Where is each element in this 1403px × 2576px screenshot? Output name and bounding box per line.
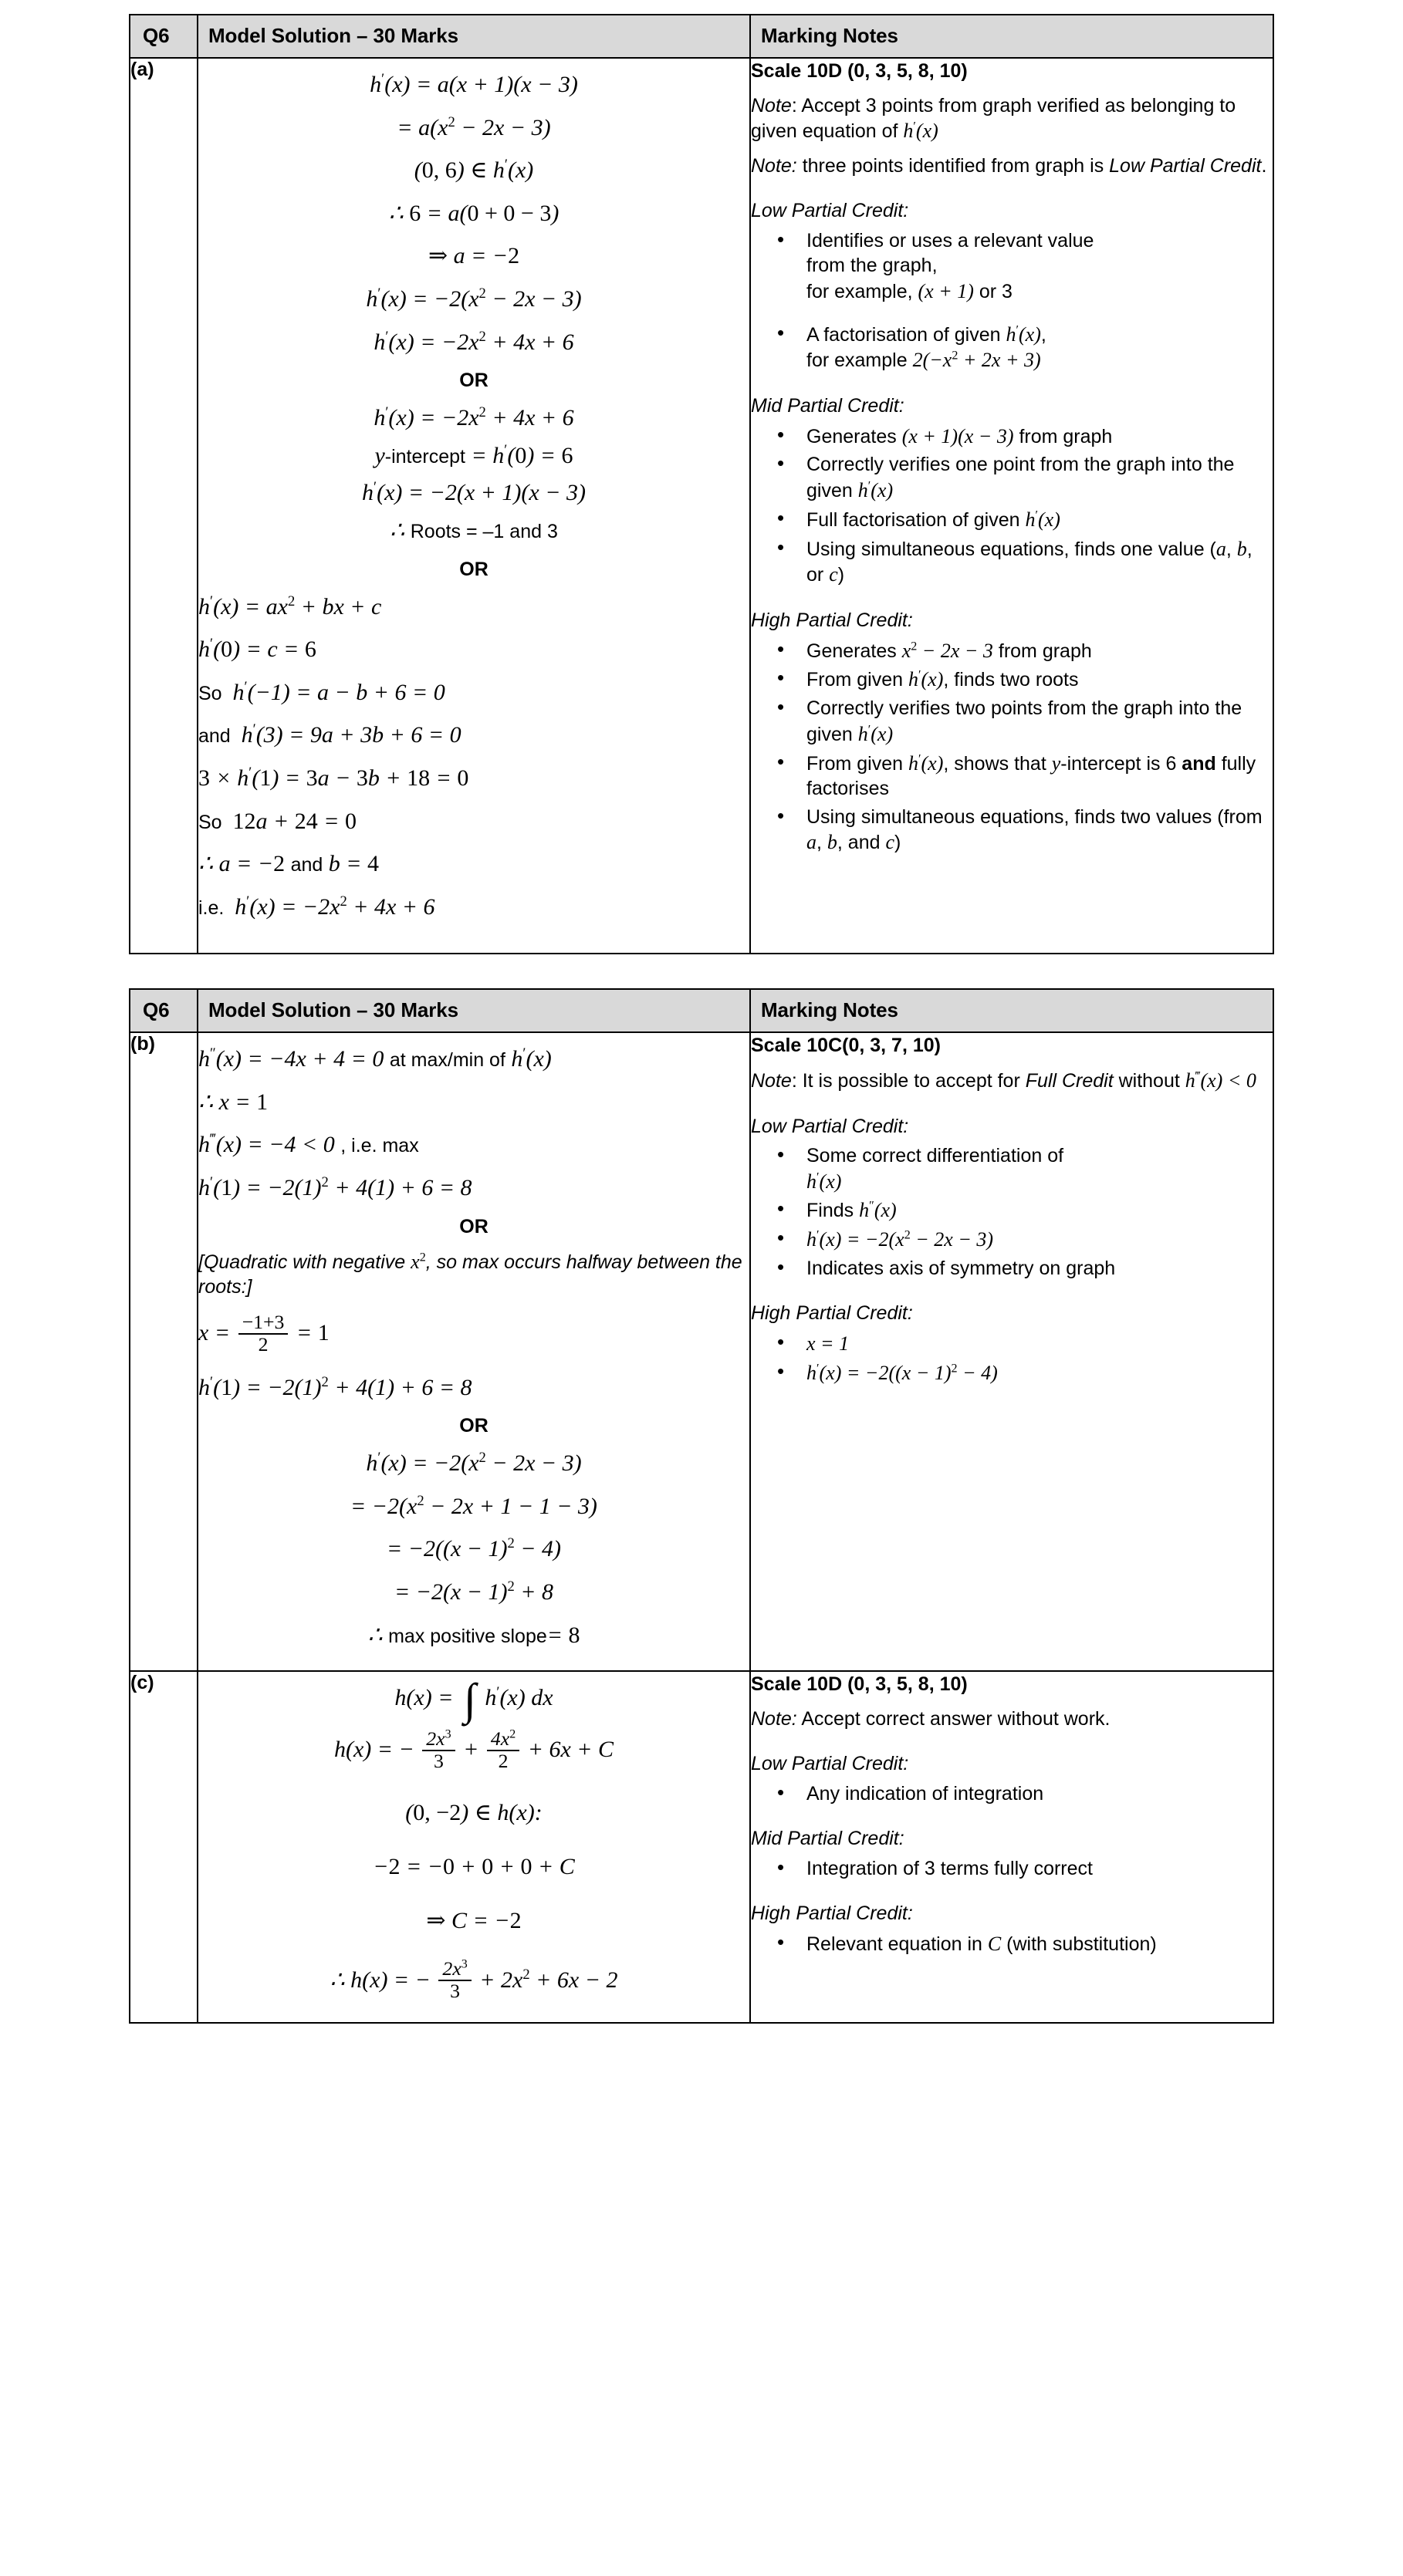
equation-line: (0, 6) ∈ h′(x)	[414, 157, 534, 184]
bracket-note: [Quadratic with negative $x^2$, so max occurs halfway between the roots:]	[198, 1250, 742, 1298]
column-header-model-solution: Model Solution – 30 Marks	[198, 989, 750, 1032]
list-item: • Integration of 3 terms fully correct	[751, 1856, 1273, 1882]
equation-line: h(x) = ∫ h′(x) dx	[394, 1673, 553, 1724]
equation-line: = $-2(x^2 - 2x + 1 - 1 - 3)$	[350, 1492, 597, 1519]
or-separator: OR	[459, 1415, 489, 1437]
solution-cell-b	[198, 1032, 750, 1671]
marking-notes-cell-a	[750, 58, 1273, 954]
or-separator: OR	[459, 558, 489, 580]
equation-line: $h'(1) = -2(1)^2 + 4(1) + 6 = 8$	[198, 1373, 472, 1400]
equation-line: −2 = −0 + 0 + 0 + C	[373, 1854, 575, 1880]
list-item: • $h'(x) = -2(x^2 - 2x - 3)$	[751, 1227, 1273, 1253]
equation-line: ∴ a = −2 and b = 4	[198, 851, 380, 877]
equation-line: y-intercept = h′(0) = 6	[374, 441, 573, 468]
mid-partial-credit-list	[751, 424, 1273, 588]
part-label-c: (c)	[130, 1671, 198, 2023]
list-item: • From given h′(x), finds two roots	[751, 667, 1273, 693]
list-item: • Generates (x + 1)(x − 3) from graph	[751, 424, 1273, 450]
table-header-row	[130, 15, 1273, 58]
equation-line: 3 × h′(1) = 3a − 3b + 18 = 0	[198, 764, 469, 791]
list-item: • Generates $x^2 - 2x - 3$ from graph	[751, 638, 1273, 664]
list-item: • Any indication of integration	[751, 1781, 1273, 1807]
note-line: Note: three points identified from graph is Low Partial Credit.	[751, 154, 1267, 177]
part-label-a: (a)	[130, 58, 198, 954]
note-line: Note: Accept correct answer without work.	[751, 1707, 1111, 1730]
column-header-question: Q6	[130, 15, 198, 58]
equation-line: h(x) = − $\frac{2x^3}{3}$ + $\frac{4x^2}{2}$ + 6x + C	[333, 1727, 614, 1772]
list-item: • Some correct differentiation of h′(x)	[751, 1143, 1273, 1194]
list-item: • $h'(x) = -2((x - 1)^2 - 4)$	[751, 1360, 1273, 1386]
equation-line: x = $\frac{-1+3}{2}$ = 1	[198, 1310, 330, 1356]
high-partial-credit-label: High Partial Credit:	[751, 609, 913, 632]
equation-line: $h'(x) = -2x^2 + 4x + 6$	[374, 328, 574, 355]
equation-line: $h'(x) = -2(x^2 - 2x - 3)$	[366, 285, 582, 312]
high-partial-credit-label: High Partial Credit:	[751, 1902, 913, 1925]
mid-partial-credit-list	[751, 1856, 1273, 1882]
equation-line: So 12a + 24 = 0	[198, 808, 357, 834]
equation-line: ⇒ a = −2	[428, 243, 520, 269]
equation-line: = $-2((x - 1)^2 - 4)$	[386, 1535, 562, 1562]
list-item: • Correctly verifies two points from the graph into the given h′(x)	[751, 696, 1273, 747]
column-header-marking-notes: Marking Notes	[750, 15, 1273, 58]
list-item: • Correctly verifies one point from the graph into the given h′(x)	[751, 452, 1273, 503]
list-item: • Using simultaneous equations, finds two values (from a, b, and c)	[751, 805, 1273, 856]
equation-line: So h′(−1) = a − b + 6 = 0	[198, 678, 445, 705]
low-partial-credit-label: Low Partial Credit:	[751, 200, 909, 222]
high-partial-credit-list	[751, 638, 1273, 856]
column-header-marking-notes: Marking Notes	[750, 989, 1273, 1032]
equation-line: ∴ 6 = a(0 + 0 − 3)	[388, 200, 560, 226]
column-header-model-solution: Model Solution – 30 Marks	[198, 15, 750, 58]
equation-line: h′(0) = c = 6	[198, 636, 316, 663]
equation-line: ⇒ C = −2	[426, 1907, 522, 1933]
low-partial-credit-list	[751, 1781, 1273, 1807]
equation-line: h′(x) = a(x + 1)(x − 3)	[370, 71, 578, 97]
mid-partial-credit-label: Mid Partial Credit:	[751, 1828, 904, 1850]
equation-line: $h'(x) = ax^2$ + bx + c	[198, 593, 382, 620]
list-item: • Using simultaneous equations, finds one value (a, b, or c)	[751, 536, 1273, 589]
marking-notes-cell-b	[750, 1032, 1273, 1671]
list-item: • Identifies or uses a relevant value from the graph, for example, (x + 1) or 3	[751, 228, 1273, 305]
equation-line: $h'(x) = -2(x^2 - 2x - 3)$	[366, 1450, 582, 1477]
equation-line: ∴ max positive slope= 8	[367, 1622, 580, 1648]
low-partial-credit-list	[751, 1143, 1273, 1281]
list-item: • From given h′(x), shows that y-intercept is 6 and fully factorises	[751, 751, 1273, 802]
note-line: Note: It is possible to accept for Full Credit without h‴(x) < 0	[751, 1069, 1256, 1092]
list-item: • x = 1	[751, 1331, 1273, 1357]
low-partial-credit-label: Low Partial Credit:	[751, 1115, 909, 1137]
part-label-b: (b)	[130, 1032, 198, 1671]
marking-scheme-table-parts-b-c	[129, 988, 1274, 2024]
equation-line: ∴ x = 1	[198, 1089, 269, 1115]
equation-line: $h'(x) = -2x^2 + 4x + 6$	[374, 404, 574, 431]
or-separator: OR	[459, 1215, 489, 1237]
table-gap	[0, 954, 1403, 988]
list-item: • A factorisation of given h′(x), for example $2(-x^2 + 2x + 3)$	[751, 322, 1273, 374]
equation-line: and h′(3) = 9a + 3b + 6 = 0	[198, 721, 461, 748]
low-partial-credit-list	[751, 228, 1273, 373]
list-item: • Relevant equation in C (with substitution)	[751, 1931, 1273, 1957]
high-partial-credit-label: High Partial Credit:	[751, 1302, 913, 1325]
equation-line: i.e. $h'(x) = -2x^2 + 4x + 6$	[198, 893, 435, 920]
list-item: • Indicates axis of symmetry on graph	[751, 1256, 1273, 1281]
equation-line: ∴ Roots = –1 and 3	[390, 517, 558, 543]
solution-cell-c	[198, 1671, 750, 2023]
equation-line: = $a(x^2 - 2x - 3)$	[397, 113, 551, 140]
high-partial-credit-list	[751, 1331, 1273, 1386]
table-row	[130, 1671, 1273, 2023]
or-separator: OR	[459, 370, 489, 392]
table-header-row	[130, 989, 1273, 1032]
equation-line: h′(x) = −2(x + 1)(x − 3)	[362, 479, 586, 506]
low-partial-credit-label: Low Partial Credit:	[751, 1753, 909, 1775]
equation-line: ∴ h(x) = − $\frac{2x^3}{3}$ + $2x^2 + 6x - 2$	[330, 1957, 618, 2003]
equation-line: h‴(x) = −4 < 0 , i.e. max	[198, 1131, 419, 1158]
scale-label: Scale 10D (0, 3, 5, 8, 10)	[751, 1673, 968, 1696]
mid-partial-credit-label: Mid Partial Credit:	[751, 395, 904, 417]
table-row	[130, 1032, 1273, 1671]
list-item: • Finds h″(x)	[751, 1197, 1273, 1224]
marking-notes-cell-c	[750, 1671, 1273, 2023]
scale-label: Scale 10C(0, 3, 7, 10)	[751, 1035, 941, 1057]
equation-line: (0, −2) ∈ h(x):	[405, 1800, 543, 1826]
high-partial-credit-list	[751, 1931, 1273, 1957]
table-row	[130, 58, 1273, 954]
equation-line: = $-2(x - 1)^2 + 8$	[394, 1578, 554, 1605]
equation-line: $h'(1) = -2(1)^2 + 4(1) + 6 = 8$	[198, 1174, 472, 1201]
note-line: Note: Accept 3 points from graph verified as belonging to given equation of h′(x)	[751, 94, 1236, 142]
equation-line: h″(x) = −4x + 4 = 0 at max/min of h′(x)	[198, 1045, 552, 1072]
list-item: • Full factorisation of given h′(x)	[751, 507, 1273, 533]
marking-scheme-table-part-a	[129, 14, 1274, 954]
solution-cell-a	[198, 58, 750, 954]
column-header-question: Q6	[130, 989, 198, 1032]
scale-label: Scale 10D (0, 3, 5, 8, 10)	[751, 60, 968, 82]
